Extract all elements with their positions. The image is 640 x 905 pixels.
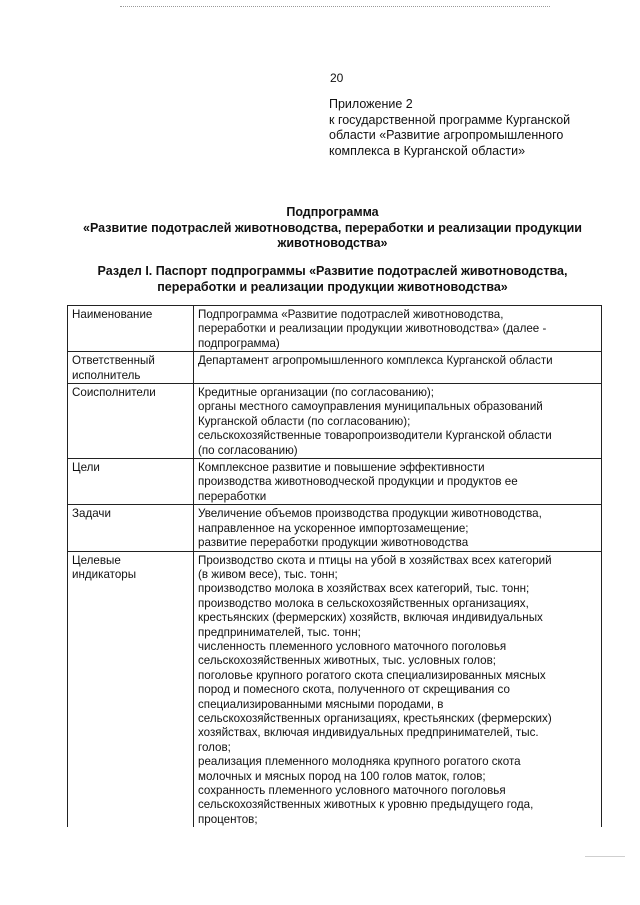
row-value-cell <box>194 459 602 505</box>
row-value-line: сельскохозяйственных животных, тыс. условных голов; <box>198 654 497 668</box>
row-label-line: Цели <box>72 461 100 475</box>
table-row <box>68 551 602 827</box>
title-line: животноводства» <box>277 236 388 250</box>
row-value-cell <box>194 352 602 384</box>
row-value-line: производства животноводческой продукции и продуктов ее <box>198 475 518 489</box>
appendix-note <box>329 97 599 159</box>
row-label-cell <box>68 459 194 505</box>
page-number: 20 <box>330 71 344 85</box>
row-label-line: Соисполнители <box>72 386 156 400</box>
passport-table-body <box>68 306 602 828</box>
row-label-line: исполнитель <box>72 368 141 382</box>
row-value-line: хозяйствах, включая индивидуальных предпринимателей, тыс. <box>198 726 539 740</box>
passport-table <box>67 305 602 827</box>
table-row <box>68 505 602 551</box>
row-value-line: крестьянских (фермерских) хозяйств, включая индивидуальных <box>198 611 543 625</box>
scan-artifact-top-edge <box>120 6 550 9</box>
row-value-line: (по согласованию) <box>198 443 298 457</box>
row-value-line: Кредитные организации (по согласованию); <box>198 386 435 400</box>
section-heading-line: Раздел I. Паспорт подпрограммы «Развитие подотраслей животноводства, <box>97 264 568 278</box>
row-value-line: процентов; <box>198 812 258 826</box>
appendix-line: к государственной программе Курганской <box>329 112 571 127</box>
section-heading <box>60 264 605 295</box>
row-value-line: переработки и реализации продукции животноводства» (далее - <box>198 322 547 336</box>
row-label-cell <box>68 505 194 551</box>
row-value-line: подпрограмма) <box>198 336 280 350</box>
title-line: Подпрограмма <box>286 205 379 219</box>
scan-artifact-bottom-mark <box>585 856 625 857</box>
table-row <box>68 459 602 505</box>
row-label-cell <box>68 551 194 827</box>
row-value-line: Подпрограмма «Развитие подотраслей животноводства, <box>198 308 504 321</box>
row-value-line: предпринимателей, тыс. тонн; <box>198 625 361 639</box>
row-label-cell <box>68 306 194 352</box>
row-label-line: Наименование <box>72 308 153 321</box>
subprogram-title <box>60 205 605 252</box>
row-value-line: реализация племенного молодняка крупного рогатого скота <box>198 755 521 769</box>
row-label-line: индикаторы <box>72 567 137 581</box>
row-value-line: производство молока в хозяйствах всех категорий, тыс. тонн; <box>198 582 530 596</box>
row-value-cell <box>194 306 602 352</box>
row-value-line: пород и помесного скота, полученного от скрещивания со <box>198 683 510 697</box>
row-label-line: Задачи <box>72 507 111 521</box>
row-value-line: развитие переработки продукции животноводства <box>198 536 469 550</box>
row-value-line: Увеличение объемов производства продукции животноводства, <box>198 507 542 521</box>
row-value-line: (в живом весе), тыс. тонн; <box>198 567 338 581</box>
row-value-line: переработки <box>198 489 267 503</box>
row-label-line: Целевые <box>72 553 121 567</box>
row-value-line: голов; <box>198 740 231 754</box>
row-label-cell <box>68 352 194 384</box>
table-row <box>68 306 602 352</box>
row-label-cell <box>68 384 194 459</box>
row-value-line: поголовье крупного рогатого скота специализированных мясных <box>198 668 546 682</box>
row-value-line: молочных и мясных пород на 100 голов маток, голов; <box>198 769 486 783</box>
row-value-line: специализированными мясными породами, в <box>198 697 444 711</box>
row-value-line: Комплексное развитие и повышение эффективности <box>198 461 485 475</box>
appendix-line: области «Развитие агропромышленного <box>329 128 564 142</box>
row-value-line: сельскохозяйственных животных к уровню предыдущего года, <box>198 798 534 812</box>
row-value-line: численность племенного условного маточного поголовья <box>198 639 507 653</box>
row-value-cell <box>194 505 602 551</box>
row-value-line: сельскохозяйственные товаропроизводители Курганской области <box>198 429 552 443</box>
row-value-line: сельскохозяйственных организациях, крестьянских (фермерских) <box>198 711 552 725</box>
row-value-line: органы местного самоуправления муниципальных образований <box>198 400 543 414</box>
section-heading-line: переработки и реализации продукции животноводства» <box>157 279 508 294</box>
table-row <box>68 352 602 384</box>
appendix-line: комплекса в Курганской области» <box>329 143 526 158</box>
title-line: «Развитие подотраслей животноводства, переработки и реализации продукции <box>83 220 582 235</box>
row-value-line: направленное на ускоренное импортозамещение; <box>198 521 469 535</box>
appendix-line: Приложение 2 <box>329 97 413 111</box>
row-value-line: Производство скота и птицы на убой в хозяйствах всех категорий <box>198 553 552 567</box>
row-value-line: Курганской области (по согласованию); <box>198 414 411 428</box>
row-value-line: Департамент агропромышленного комплекса Курганской области <box>198 354 553 368</box>
row-value-cell <box>194 551 602 827</box>
row-value-line: производство молока в сельскохозяйственных организациях, <box>198 596 529 610</box>
row-value-line: сохранность племенного условного маточного поголовья <box>198 784 506 797</box>
row-value-cell <box>194 384 602 459</box>
table-row <box>68 384 602 459</box>
row-label-line: Ответственный <box>72 354 155 368</box>
